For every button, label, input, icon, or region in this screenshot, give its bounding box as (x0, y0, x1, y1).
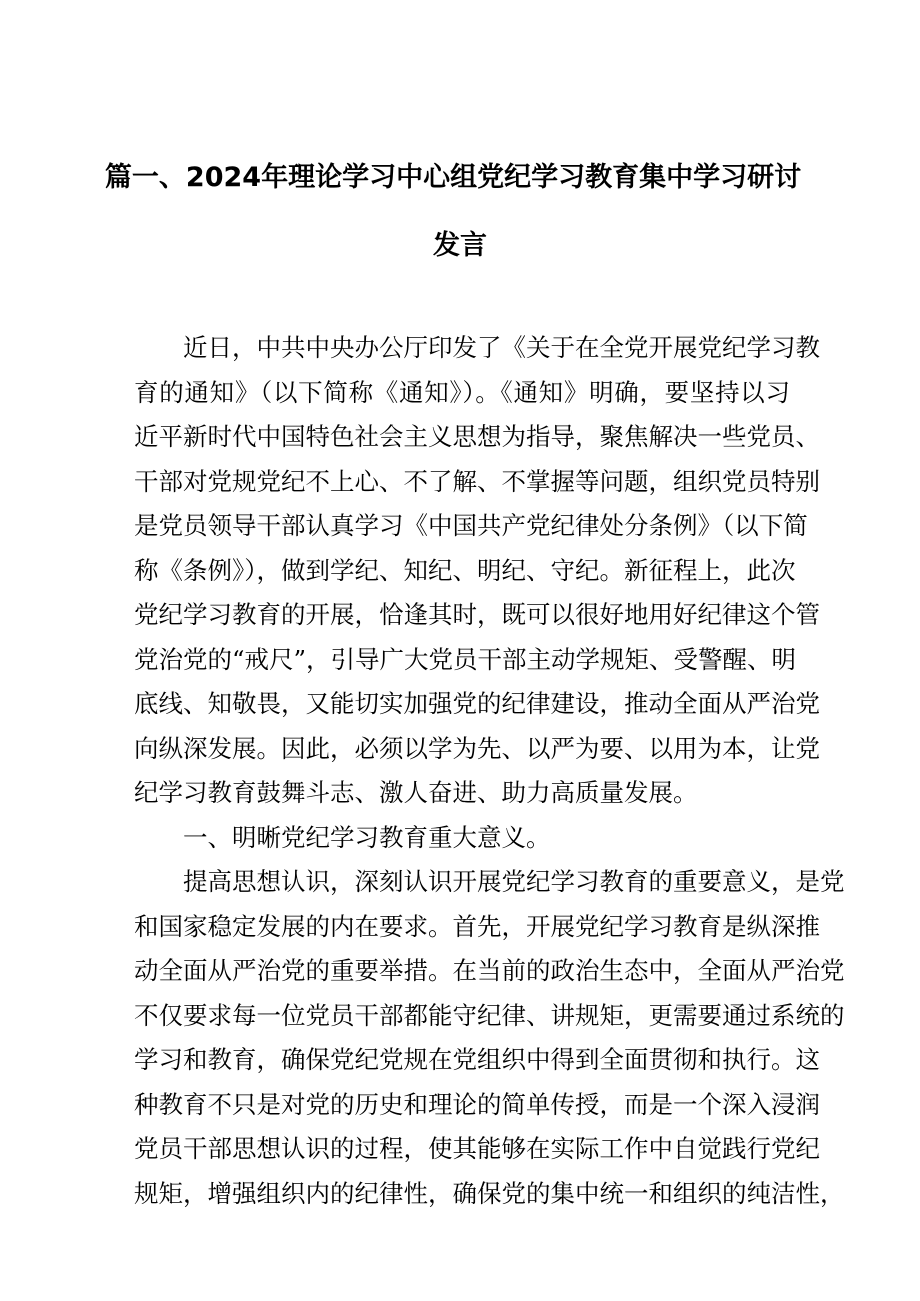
text-line: 近日，中共中央办公厅印发了《关于在全党开展党纪学习教 (183, 333, 820, 362)
text-line: 党员干部思想认识的过程，使其能够在实际工作中自觉践行党纪 (134, 1134, 820, 1163)
text-line: 学习和教育，确保党纪党规在党组织中得到全面贯彻和执行。这 (134, 1045, 820, 1074)
text-line: 是党员领导干部认真学习《中国共产党纪律处分条例》（以下简 (134, 511, 808, 540)
text-line: 不仅要求每一位党员干部都能守纪律、讲规矩，更需要通过系统的 (134, 1000, 845, 1030)
section-heading-1 (134, 816, 790, 861)
text-line: 底线、知敬畏，又能切实加强党的纪律建设，推动全面从严治党 (134, 689, 820, 718)
text-line: 和国家稳定发展的内在要求。首先，开展党纪学习教育是纵深推 (134, 911, 820, 941)
paragraph-significance (134, 860, 845, 1216)
text-line: 干部对党规党纪不上心、不了解、不掌握等问题，组织党员特别 (134, 466, 820, 496)
text-line: 动全面从严治党的重要举措。在当前的政治生态中，全面从严治党 (134, 956, 845, 985)
section-heading-text: 一、明晰党纪学习教育重大意义。 (183, 822, 551, 852)
text-line: 称《条例》），做到学纪、知纪、明纪、守纪。新征程上，此次 (134, 555, 796, 585)
text-line: 向纵深发展。因此，必须以学为先、以严为要、以用为本，让党 (134, 733, 820, 763)
text-line: 育的通知》（以下简称《通知》）。《通知》明确，要坚持以习 (134, 377, 790, 407)
text-line: 提高思想认识，深刻认识开展党纪学习教育的重要意义，是党 (183, 867, 845, 896)
document-title-line-2: 发言 (433, 230, 487, 261)
paragraph-intro (134, 326, 820, 816)
text-line: 党纪学习教育的开展，恰逢其时，既可以很好地用好纪律这个管 (134, 600, 820, 629)
text-line: 近平新时代中国特色社会主义思想为指导，聚焦解决一些党员、 (134, 422, 820, 451)
text-line: 种教育不只是对党的历史和理论的简单传授，而是一个深入浸润 (134, 1089, 820, 1119)
document-title-line-1: 篇一、2024年理论学习中心组党纪学习教育集中学习研讨 (104, 162, 802, 193)
text-line: 规矩，增强组织内的纪律性，确保党的集中统一和组织的纯洁性， (134, 1178, 845, 1208)
document-body (134, 326, 845, 1216)
text-line: 纪学习教育鼓舞斗志、激人奋进、助力高质量发展。 (134, 778, 698, 807)
text-line: 党治党的“戒尺”，引导广大党员干部主动学规矩、受警醒、明 (134, 644, 797, 674)
